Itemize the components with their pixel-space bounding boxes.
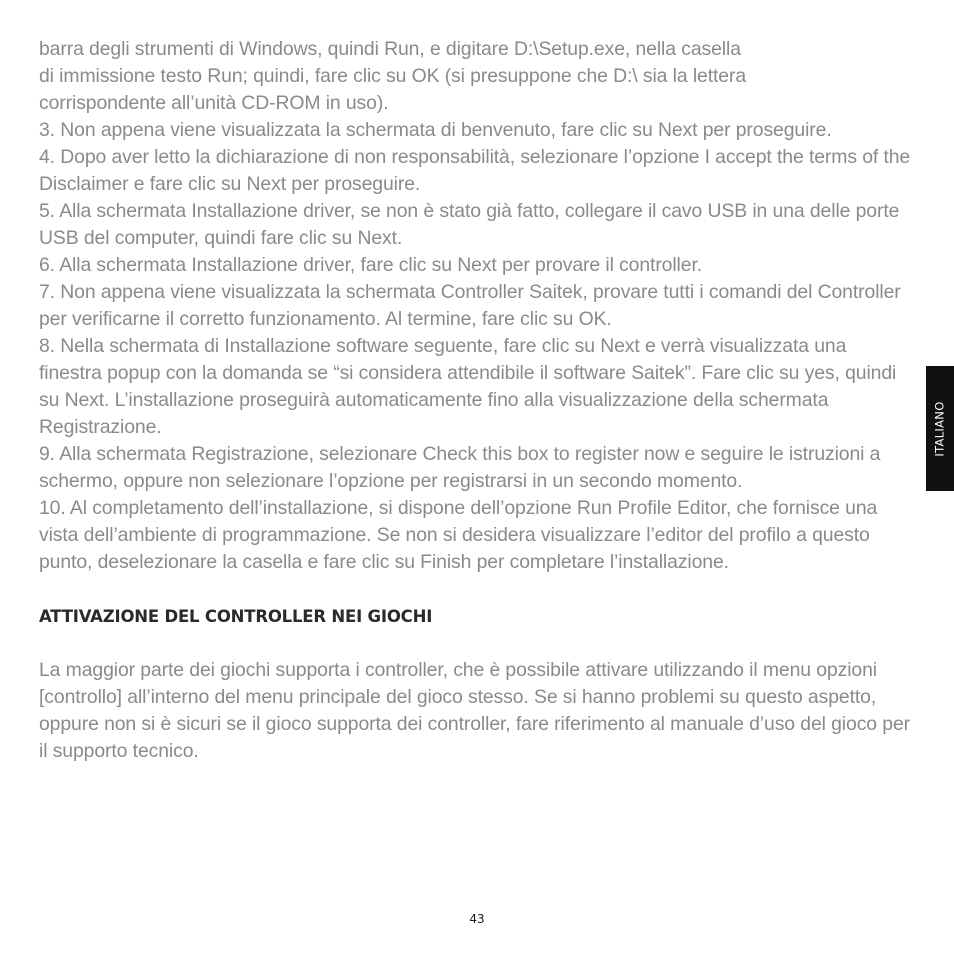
page-content	[39, 36, 914, 765]
step-3: 3. Non appena viene visualizzata la schermata di benvenuto, fare clic su Next per proseguire.	[39, 119, 832, 141]
intro-paragraph	[39, 36, 914, 117]
intro-line: di immissione testo Run; quindi, fare clic su OK (si presuppone che D:\ sia la lettera	[39, 65, 747, 87]
step-7: 7. Non appena viene visualizzata la schermata Controller Saitek, provare tutti i comandi del Controller per verificarne il corretto funzionamento. Al termine, fare clic su OK.	[39, 281, 901, 330]
step-4: 4. Dopo aver letto la dichiarazione di non responsabilità, selezionare l’opzione I accept the terms of the Disclaimer e fare clic su Next per proseguire.	[39, 146, 911, 195]
intro-line: corrispondente all’unità CD-ROM in uso).	[39, 92, 389, 114]
spacer	[39, 576, 914, 603]
spacer	[39, 630, 914, 657]
step-8: 8. Nella schermata di Installazione software seguente, fare clic su Next e verrà visualizzata una finestra popup con la domanda se “si considera attendibile il software Saitek”. Fare clic su yes, quindi su Next. L’installazione proseguirà automaticamente fino alla visualizzazione della schermata Registrazione.	[39, 335, 897, 438]
language-tab	[926, 366, 954, 491]
step-5: 5. Alla schermata Installazione driver, se non è stato già fatto, collegare il cavo USB in una delle porte USB del computer, quindi fare clic su Next.	[39, 200, 900, 249]
step-10: 10. Al completamento dell’installazione, si dispone dell’opzione Run Profile Editor, che fornisce una vista dell’ambiente di programmazione. Se non si desidera visualizzare l’editor del profilo a questo punto, deselezionare la casella e fare clic su Finish per completare l’installazione.	[39, 497, 878, 573]
step-9: 9. Alla schermata Registrazione, selezionare Check this box to register now e seguire le istruzioni a schermo, oppure non selezionare l’opzione per registrarsi in un secondo momento.	[39, 443, 881, 492]
step-6: 6. Alla schermata Installazione driver, fare clic su Next per provare il controller.	[39, 254, 703, 276]
page-number: 43	[469, 912, 485, 926]
section-paragraph: La maggior parte dei giochi supporta i controller, che è possibile attivare utilizzando il menu opzioni [controllo] all’interno del menu principale del gioco stesso. Se si hanno problemi su questo aspetto, oppure non si è sicuri se il gioco supporta dei controller, fare riferimento al manuale d’uso del gioco per il supporto tecnico.	[39, 659, 910, 762]
language-tab-label: ITALIANO	[933, 400, 947, 457]
section-heading: ATTIVAZIONE DEL CONTROLLER NEI GIOCHI	[39, 607, 433, 626]
intro-line: barra degli strumenti di Windows, quindi Run, e digitare D:\Setup.exe, nella casella	[39, 38, 741, 60]
